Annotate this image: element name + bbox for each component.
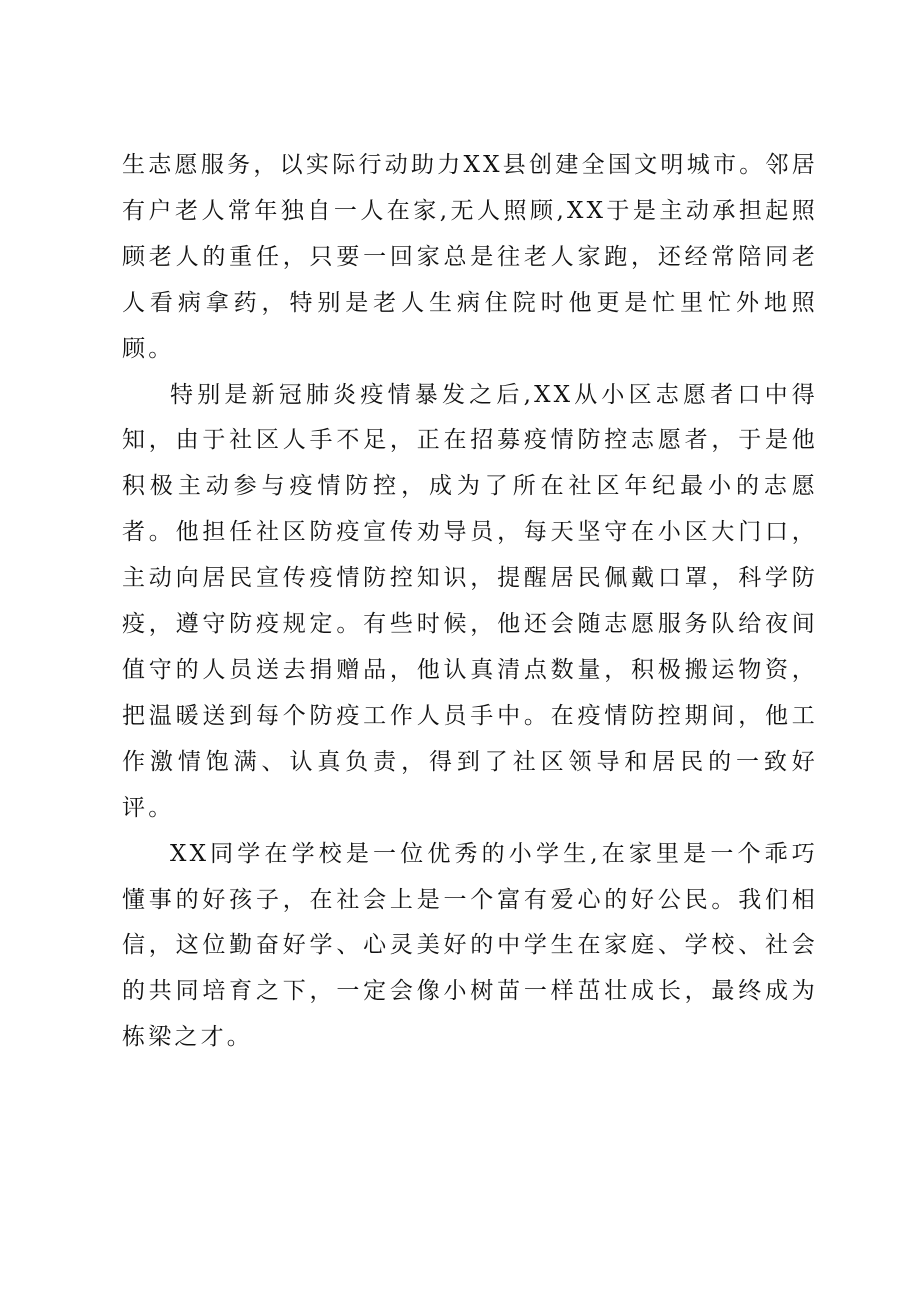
paragraph-conclusion: XX同学在学校是一位优秀的小学生,在家里是一个乖巧懂事的好孩子，在社会上是一个富有爱心的好公民。我们相信，这位勤奋好学、心灵美好的中学生在家庭、学校、社会的共同培育之下，一定会像小树苗一样茁壮成长，最终成为栋梁之才。 (122, 840, 818, 1051)
paragraph-pandemic-volunteer: 特别是新冠肺炎疫情暴发之后,XX从小区志愿者口中得知，由于社区人手不足，正在招募疫情防控志愿者，于是他积极主动参与疫情防控，成为了所在社区年纪最小的志愿者。他担任社区防疫宣传劝导员，每天坚守在小区大门口，主动向居民宣传疫情防控知识，提醒居民佩戴口罩，科学防疫，遵守防疫规定。有些时候，他还会随志愿服务队给夜间值守的人员送去捐赠品，他认真清点数量，积极搬运物资，把温暖送到每个防疫工作人员手中。在疫情防控期间，他工作激情饱满、认真负责，得到了社区领导和居民的一致好评。 (122, 381, 818, 821)
document-body (122, 143, 818, 1061)
paragraph-continued: 生志愿服务，以实际行动助力XX县创建全国文明城市。邻居有户老人常年独自一人在家,无人照顾,XX于是主动承担起照顾老人的重任，只要一回家总是往老人家跑，还经常陪同老人看病拿药，特别是老人生病住院时他更是忙里忙外地照顾。 (122, 152, 818, 362)
